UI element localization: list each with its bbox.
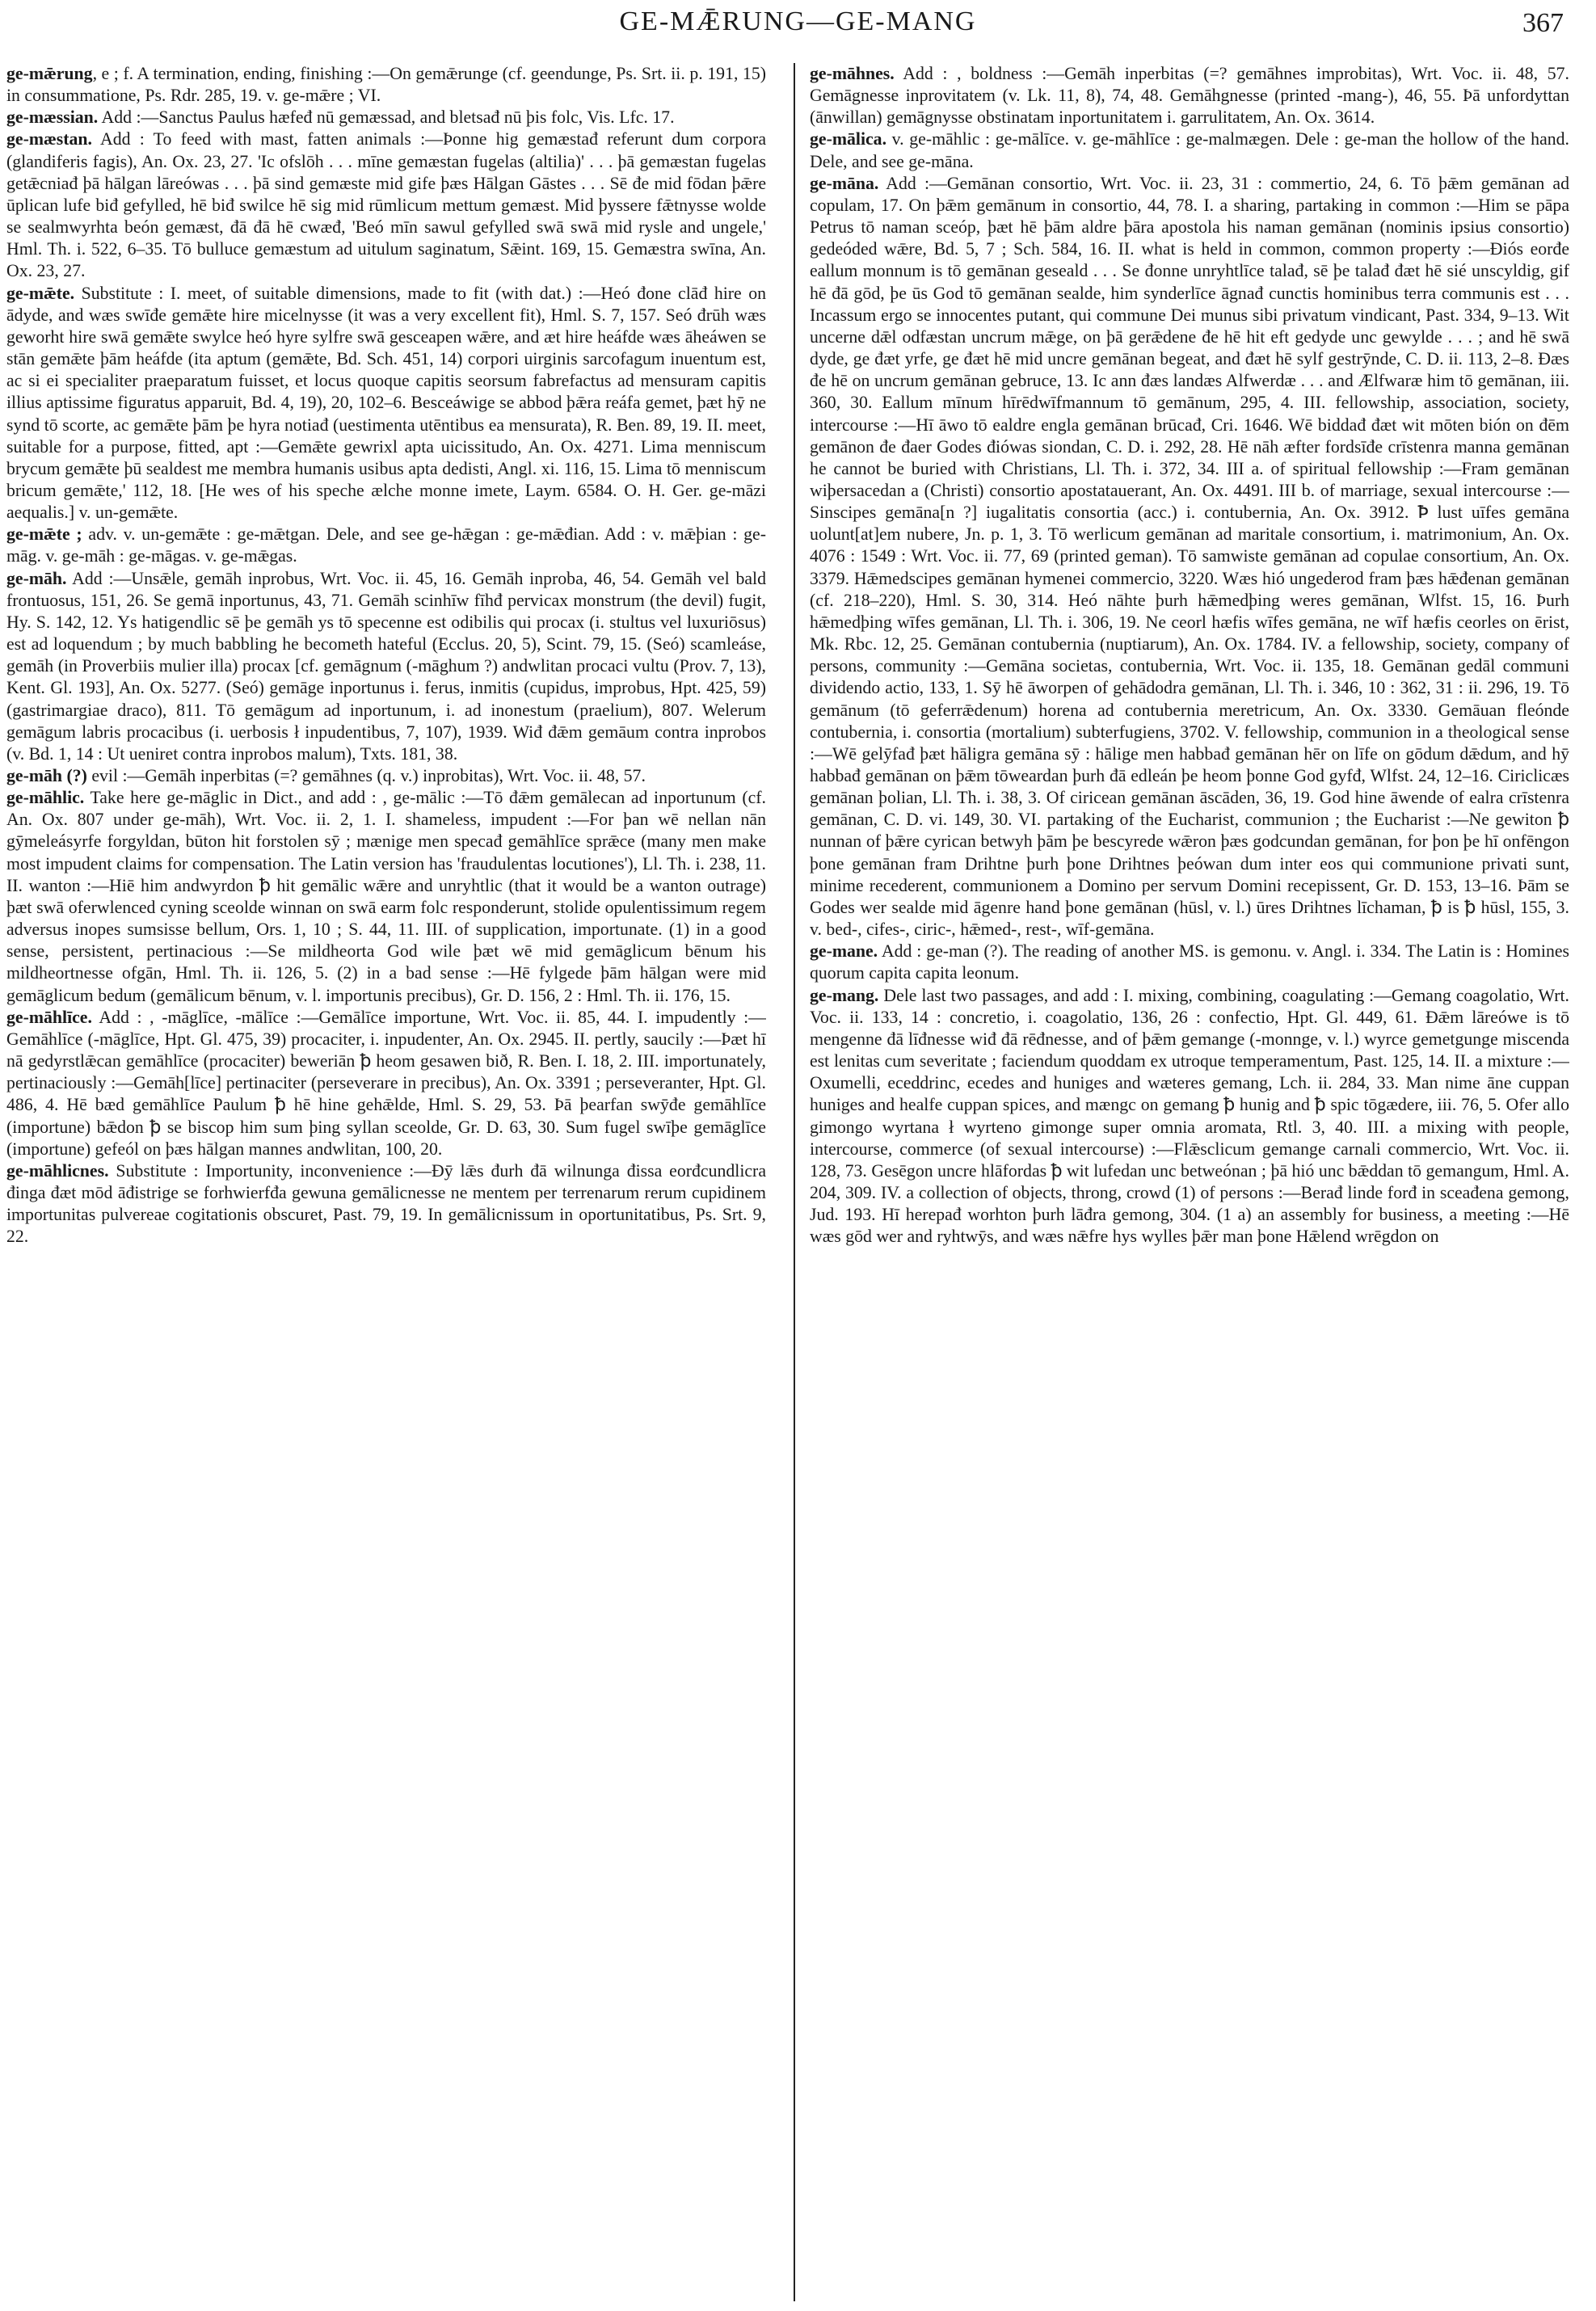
entry-definition: Add : , boldness :—Gemāh inperbitas (=? gemāhnes improbitas), Wrt. Voc. ii. 48, 57. Gemāgnesse inprovitatem (v. Lk. 11, 8), 74, 48. Gemāhgnesse (printed -mang-), 46, 55. Þā unfordyttan (ānwillan) gemāgnysse obstinatam inportunitatem i. garrulitatem, An. Ox. 3614.	[810, 64, 1569, 128]
dictionary-entry	[6, 1160, 766, 1248]
entry-definition: Take here ge-māglic in Dict., and add : , ge-mālic :—Tō đǣm gemālecan ad inportunum (cf. An. Ox. 807 under ge-māh), Wrt. Voc. ii. 2, 1. I. shameless, impudent :—For þan wē nellan nān gȳmeleásyrfe forgyldan, būton hit forstolen sȳ ; mænige men specađ gemāhlīce sprǣce (many men make most impudent claims for compensation. The Latin version has 'fraudulentas locutiones'), Ll. Th. i. 238, 11. II. wanton :—Hiē him andwyrdon ꝥ hit gemālic wǣre and unryhtlic (that it would be a wanton outrage) þæt swā oferwlenced cyning sceolde winnan on swā earm folc responderunt, stolide opulentissimum regem adversus inopes sumsisse bellum, Ors. 1, 10 ; S. 44, 11. III. of supplication, importunate. (1) in a good sense, persistent, pertinacious :—Se mildheorta God wile þæt wē mid gemāglicum bēnum his mildheortnesse ofgān, Hml. Th. ii. 126, 5. (2) in a bad sense :—Hē fylgede þām hālgan were mid gemāglicum bedum (gemālicum bēnum, v. l. importunis precibus), Gr. D. 156, 2 : Hml. Th. ii. 176, 15.	[6, 788, 766, 1005]
left-column	[6, 63, 766, 2301]
dictionary-entry	[810, 63, 1569, 128]
right-column	[810, 63, 1569, 2301]
entry-headword: ge-mane.	[810, 941, 878, 962]
entry-headword: ge-mang.	[810, 985, 879, 1005]
entry-headword: ge-māna.	[810, 173, 879, 193]
column-divider	[794, 63, 795, 2301]
entry-headword: ge-mǣte.	[6, 283, 75, 303]
dictionary-entry	[810, 941, 1569, 984]
dictionary-entry	[6, 283, 766, 524]
dictionary-entry	[810, 128, 1569, 172]
entry-headword: ge-māhnes.	[810, 64, 895, 83]
entry-definition: Add : , -māglīce, -mālīce :—Gemālīce importune, Wrt. Voc. ii. 85, 44. I. impudently :—Gemāhlīce (-māglīce, Hpt. Gl. 475, 39) procaciter, i. inpudenter, An. Ox. 2945. II. pertly, saucily :—Þæt hī nā gedyrstlǣcan gemāhlīce (procaciter) beweriān ꝥ heom gesawen bið, R. Ben. I. 18, 2. III. importunately, pertinaciously :—Gemāh[līce] pertinaciter (perseverare in precibus), An. Ox. 3391 ; perseveranter, Hpt. Gl. 486, 4. Hē bæd gemāhlīce Paulum ꝥ hē hine gehǣlde, Hml. S. 29, 53. Þā þearfan swȳđe gemāhlīce (importune) bǣdon ꝥ se biscop him sum þing syllan sceolde, Gr. D. 63, 30. Sum fugel swīþe gemāglīce (importune) gefeól on þæs hālgan mannes andwlitan, 100, 20.	[6, 1007, 766, 1159]
dictionary-entry	[6, 63, 766, 107]
dictionary-entry	[6, 787, 766, 1007]
entry-headword: ge-mǣrung	[6, 64, 93, 83]
entry-definition: adv. v. un-gemǣte : ge-mǣtgan. Dele, and see ge-hǣgan : ge-mǣđian. Add : v. mǣþian : ge-māg. v. ge-māh : ge-māgas. v. ge-mǣgas.	[6, 524, 766, 566]
entry-definition: Dele last two passages, and add : I. mixing, combining, coagulating :—Gemang coagolatio, Wrt. Voc. ii. 133, 14 : concretio, i. coagolatio, 136, 26 : confectio, Hpt. Gl. 449, 61. Ðǣm lāreówe is tō mengenne đā līđnesse wiđ đā rēđnesse, and of þǣm gemange (-monnge, v. l.) wyrce gemetgunge miscenda est lenitas cum severitate ; faciendum quoddam ex utroque temperamentum, Past. 125, 14. II. a mixture :—Oxumelli, eceddrinc, ecedes and huniges and wæteres gemang, Lch. ii. 284, 33. Man nime āne cuppan huniges and healfe cuppan spices, and mængc on gemang ꝥ hunig and ꝥ spic tōgædere, iii. 76, 5. Ofer allo gimongo wyrtana ł wyrteno gimonge super omnia aromata, Rtl. 3, 40. III. a mixing with people, intercourse, commerce (of sexual intercourse) :—Flǣsclicum gemange carnali commercio, Wrt. Voc. ii. 128, 73. Gesēgon uncre hlāfordas ꝥ wit lufedan unc betweónan ; þā hió unc bǣddan tō gemangum, Hml. A. 204, 309. IV. a collection of objects, throng, crowd (1) of persons :—Berađ linde forđ in sceađena gemong, Jud. 193. Hī herepađ worhton þurh lāđra gemong, 304. (1 a) an assembly for business, a meeting :—Hē wæs gōd wer and ryhtwȳs, and wæs nǣfre hys wylles þǣr man þone Hǣlend wrēgdon on	[810, 985, 1569, 1247]
running-head: GE-MǢRUNG—GE-MANG	[619, 6, 977, 36]
dictionary-entry	[6, 765, 766, 787]
entry-definition: v. ge-māhlic : ge-mālīce. v. ge-māhlīce : ge-malmægen. Dele : ge-man the hollow of the hand. Dele, and see ge-māna.	[810, 129, 1569, 171]
entry-headword: ge-māhlic.	[6, 788, 85, 808]
entry-headword: ge-mæstan.	[6, 129, 92, 149]
entry-headword: ge-māhlicnes.	[6, 1160, 109, 1181]
entry-headword: ge-mæssian.	[6, 107, 99, 128]
dictionary-entry	[6, 1007, 766, 1160]
entry-headword: ge-mǣte ;	[6, 524, 82, 545]
entry-definition: Add :—Gemānan consortio, Wrt. Voc. ii. 23, 31 : commertio, 24, 6. Tō þǣm gemānan ad copulam, 17. On þǣm gemānum in consortio, 44, 78. I. a sharing, partaking in common :—Him se pāpa Petrus tō naman sceóp, þæt hē þām aldre þāra apostola his naman gemānan (nominis ipsius consortio) gedeóded wǣre, Bd. 5, 7 ; Sch. 584, 16. II. what is held in common, common property :—Ðiós eorđe eallum monnum is tō gemānan geseald . . . Se đonne unryhtlīce talađ, sē þe talađ đæt hē sié unscyldig, gif hē đā gōd, þe ūs God tō gemānan sealde, him synderlīce āgnađ cunctis hominibus terra communis est . . . Incassum ergo se innocentes putant, qui commune Dei munus sibi privatum vindicant, Past. 334, 9–13. Wit uncerne dǣl odfæstan uncrum mǣge, on þā gerǣdene đe hē hit eft gedyde unc gewylde . . . ; and hē swā dyde, ge đæt yrfe, ge đæt hē mid uncre gemānan begeat, and đæt hē sylf gestrȳnde, C. D. ii. 113, 2–8. Ðæs đe hē on uncrum gemānan gebruce, 13. Ic ann đæs landæs Alfwerdæ . . . and Ælfwaræ him tō gemānan, iii. 360, 30. Eallum mīnum hīrēdwīfmannum tō gemānum, 295, 4. III. fellowship, association, society, intercourse :—Hī āwo tō ealdre engla gemānan brūcađ, Cri. 1646. Wē biddađ đæt wit mōten bión on đēm gemānon đe đaer Godes điówas siondan, C. D. i. 292, 28. Hē nāh æfter fordsīđe crīstenra manna gemānan he cannot be buried with Christians, Ll. Th. i. 372, 34. III a. of spiritual fellowship :—Fram gemānan wiþersacedan a (Christi) consortio apostatauerant, An. Ox. 4491. III b. of marriage, sexual intercourse :—Sinscipes gemāna[n ?] iugalitatis consortia (acc.) i. contubernia, An. Ox. 3912. Ꝥ lust uīfes gemāna uolunt[at]em nubere, Jn. p. 1, 3. Tō werlicum gemānan ad maritale consortium, i. matrimonium, An. Ox. 4076 : 1549 : Wrt. Voc. ii. 77, 69 (printed geman). Tō samwiste gemānan ad copulae consortium, An. Ox. 3379. Hǣmedscipes gemānan hymenei commercio, 3220. Wæs hió ungederod fram þæs hǣđenan gemānan (cf. 218–220), Hml. S. 30, 314. Heó nāhte þurh hǣmedþing weres gemānan, Wlfst. 15, 16. Þurh hǣmedþing wīfes gemānan, Ll. Th. i. 306, 19. Ne ceorl hæfis wīfes gemāna, ne wīf hæfis ceorles on ērist, Mk. Rbc. 12, 25. Gemānan contubernia (nuptiarum), An. Ox. 1784. IV. a fellowship, society, company of persons, community :—Gemāna societas, contubernia, Wrt. Voc. ii. 135, 18. Gemānan gedāl communi dividendo actio, 133, 1. Sȳ hē āworpen of gehādodra gemānan, Ll. Th. i. 346, 10 : 362, 31 : ii. 296, 19. Tō gemānum (tō geferrǣdenum) horena ad contubernia meretricum, An. Ox. 3330. Gemāuan fleónde contubernia, i. consortia (mortalium) subterfugiens, 3702. V. fellowship, communion in a theological sense :—Wē gelȳfađ þæt hāligra gemāna sȳ : hālige men habbađ gemānan hēr on līfe on gōdum dǣdum, and hȳ habbađ gemānan on þǣm tōweardan þurh đā edleán þe heom þonne God gyfđ, Wlfst. 24, 12–16. Ciriclicæs gemānan þolian, Ll. Th. i. 38, 3. Of ciricean gemānan āscāden, 36, 19. God hine āwende of ealra crīstenra gemānan, C. D. vi. 149, 30. VI. partaking of the Eucharist, communion ; the Eucharist :—Ne gewiton ꝥ nunnan of þǣre cyrican betwyh þām þe bescyrede wǣron þæs godcundan gemānan, for þon þe hī onfēngon þone gemānan fram Drihtne þurh þone Drihtnes þeówan dum inter eos qui communione privati sunt, minime recederent, communionem a Domino per servum Domini recepissent, Gr. D. 153, 13–16. Þām se Godes wer sealde mid āgenre hand þone gemānan (hūsl, v. l.) ūres Drihtnes līchaman, ꝥ is ꝥ hūsl, 155, 3. v. bed-, cifes-, ciric-, hǣmed-, rest-, wīf-gemāna.	[810, 173, 1569, 940]
entry-definition: Add : To feed with mast, fatten animals :—Þonne hig gemæstađ referunt dum corpora (glandiferis fagis), An. Ox. 23, 27. 'Ic ofslōh . . . mīne gemæstan fugelas (altilia)' . . . þā gemæstan fugelas getǣcniađ þā hālgan lāreówas . . . þā sind gemæste mid gife þæs Hālgan Gāstes . . . Sē đe mid fōdan þǣre ūplican lufe biđ gefylled, hē biđ swilce hē sig mid rūmlicum mettum gemæst. Mid þyssere fǣtnysse wolde se sealmwyrhta beón gemæst, đā đā hē cwæđ, 'Beó mīn sawul gefylled swā swā mid rysle and ungele,' Hml. Th. i. 522, 6–35. Tō bulluce gemæstum ad uitulum saginatum, Sǣint. 169, 15. Gemæstra swīna, An. Ox. 23, 27.	[6, 129, 766, 281]
entry-definition: Add : ge-man (?). The reading of another MS. is gemonu. v. Angl. i. 334. The Latin is : Homines quorum capita capita leonum.	[810, 941, 1569, 983]
entry-definition: Add :—Unsǣle, gemāh inprobus, Wrt. Voc. ii. 45, 16. Gemāh inproba, 46, 54. Gemāh vel bald frontuosus, 151, 26. Se gemā inportunus, 43, 71. Gemāh scinhīw fīhđ pervicax monstrum (the devil) fugit, Hy. S. 142, 12. Ys hatigendlic sē þe gemāh ys tō specenne est odibilis qui procax (i. stultus vel luxuriōsus) est ad loquendum ; by much babbling he becometh hateful (Ecclus. 20, 5), Scint. 79, 15. (Seó) scamleáse, gemāh (in Proverbiis mulier illa) procax [cf. gemāgnum (-māghum ?) andwlitan procaci vultu (Prov. 7, 13), Kent. Gl. 193], An. Ox. 5277. (Seó) gemāge inportunus i. ferus, inmitis (cupidus, improbus, Hpt. 425, 59) (gastrimargiae draco), 811. Tō gemāgum ad inportunum, i. ad inonestum (praelium), 807. Welerum gemāgum labris procacibus (i. uerbosis ł inpudentibus, 7, 107), 1939. Wiđ đǣm gemāum contra inprobos (v. Bd. 1, 14 : Ut ueniret contra inprobos malum), Txts. 181, 38.	[6, 568, 766, 764]
page-header	[0, 5, 1596, 48]
entry-headword: ge-mālica.	[810, 129, 887, 149]
entry-definition: evil :—Gemāh inperbitas (=? gemāhnes (q. v.) inprobitas), Wrt. Voc. ii. 48, 57.	[86, 766, 646, 785]
dictionary-entry	[6, 568, 766, 765]
entry-headword: ge-māh (?)	[6, 766, 87, 785]
page-number: 367	[1522, 8, 1564, 38]
dictionary-entry	[6, 107, 766, 128]
entry-definition: Substitute : I. meet, of suitable dimensions, made to fit (with dat.) :—Heó đone clāđ hire on ādyde, and wæs swīđe gemǣte hire micelnysse (it was a very excellent fit), Hml. S. 7, 157. Seó đrūh wæs geworht hire swā gemǣte swylce heó hyre sylfre swā gesceapen wǣre, and æt hire heáfde wæs āheáwen se stān gemǣte þām heáfde (ita aptum (gemǣte, Bd. Sch. 451, 14) corpori uirginis sarcofagum inuentum est, ac si ei specialiter praeparatum fuisset, et locus quoque capitis seorsum fabrefactus ad mensuram capitis illius aptissime figuratus apparuit, Bd. 4, 19), 20, 102–6. Besceáwige se abbod þǣra reáfa gemet, þæt hȳ ne synd tō scorte, ac gemǣte þām þe hyra notiađ (uestimenta utēntibus ea mensurata), R. Ben. 89, 19. II. meet, suitable for a purpose, fitted, apt :—Gemǣte gewrixl apta uicissitudo, An. Ox. 4271. Lima menniscum brycum gemǣte þū sealdest me membra humanis usibus apta dedisti, Angl. xi. 116, 15. Lima tō menniscum bricum gemǣte,' 112, 18. [He wes of his speche ælche monne imete, Laym. 6584. O. H. Ger. ge-māzi aequalis.] v. un-gemǣte.	[6, 283, 766, 523]
entry-headword: ge-māhlīce.	[6, 1007, 92, 1027]
entry-headword: ge-māh.	[6, 568, 67, 588]
dictionary-entry	[810, 985, 1569, 1248]
dictionary-entry	[6, 128, 766, 282]
dictionary-entry	[6, 524, 766, 567]
dictionary-entry	[810, 173, 1569, 941]
entry-definition: Add :—Sanctus Paulus hæfeđ nū gemæssad, and bletsađ nū þis folc, Vis. Lfc. 17.	[98, 107, 675, 128]
entry-definition: Substitute : Importunity, inconvenience :—Ðȳ lǣs đurh đā wilnunga đissa eorđcundlicra đinga đæt mōd āđistrige se forhwierfđa gewuna gemālicnesse ne mentem per terrenarum rerum cupidinem importunitas pulvereae cogitationis obscuret, Past. 79, 19. In gemālicnissum in oportunitatibus, Ps. Srt. 9, 22.	[6, 1160, 766, 1247]
entry-definition: , e ; f. A termination, ending, finishing :—On gemǣrunge (cf. geendunge, Ps. Srt. ii. p. 191, 15) in consummatione, Ps. Rdr. 285, 19. v. ge-mǣre ; VI.	[6, 64, 766, 106]
